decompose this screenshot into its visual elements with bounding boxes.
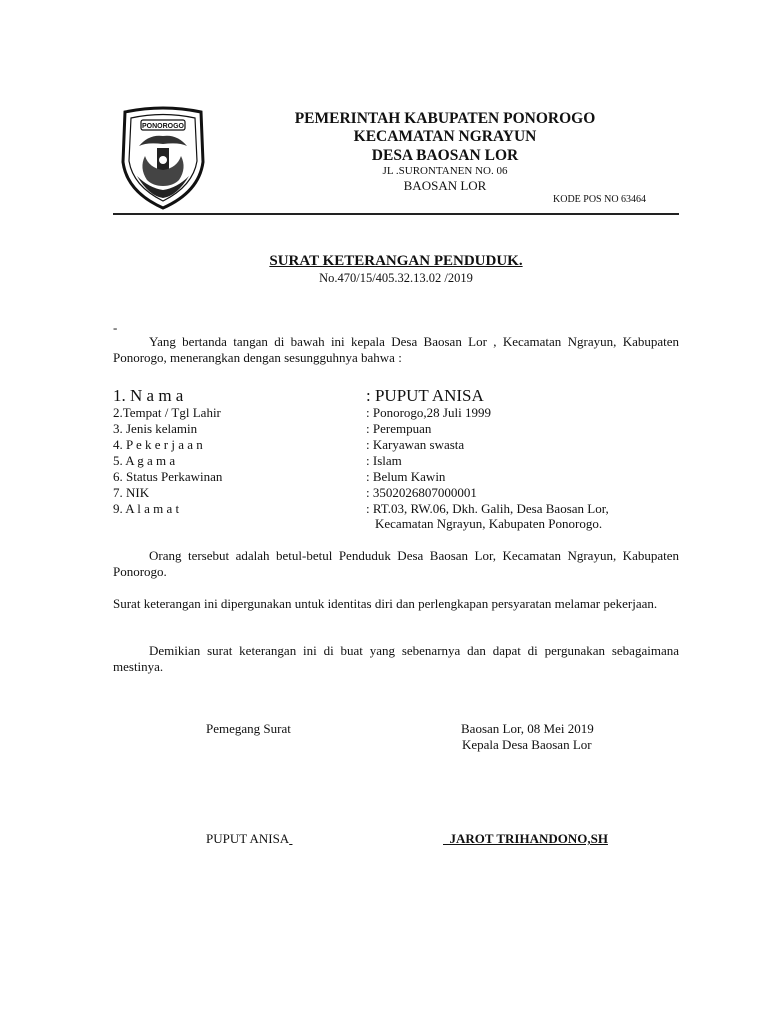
field-label-gender: 3. Jenis kelamin xyxy=(113,421,198,436)
holder-name: PUPUT ANISA xyxy=(206,831,290,846)
dash-mark: - xyxy=(113,320,118,335)
field-value-religion: : Islam xyxy=(366,453,402,468)
field-label-religion: 5. A g a m a xyxy=(113,453,176,468)
field-label-marital: 6. Status Perkawinan xyxy=(113,469,223,484)
header-village: DESA BAOSAN LOR xyxy=(371,147,519,164)
field-value-marital: : Belum Kawin xyxy=(366,469,446,484)
intro-paragraph: Yang bertanda tangan di bawah ini kepala Desa Baosan Lor , Kecamatan Ngrayun, Kabupaten Ponorogo, menerangkan dengan sesungguhnya bahwa : xyxy=(113,334,679,365)
field-value-address-line2: Kecamatan Ngrayun, Kabupaten Ponorogo. xyxy=(375,516,603,531)
field-label-nik: 7. NIK xyxy=(113,485,150,500)
purpose-paragraph: Surat keterangan ini dipergunakan untuk identitas diri dan perlengkapan persyaratan melamar pekerjaan. xyxy=(113,596,658,611)
field-value-gender: : Perempuan xyxy=(366,421,432,436)
field-label-occupation: 4. P e k e r j a a n xyxy=(113,437,203,452)
field-value-birth: : Ponorogo,28 Juli 1999 xyxy=(366,405,491,420)
field-label-name: 1. N a m a xyxy=(113,386,184,405)
header-street: JL .SURONTANEN NO. 06 xyxy=(382,165,508,177)
field-label-address: 9. A l a m a t xyxy=(113,501,180,516)
field-value-occupation: : Karyawan swasta xyxy=(366,437,465,452)
field-value-name: : PUPUT ANISA xyxy=(366,386,484,405)
header-district: KECAMATAN NGRAYUN xyxy=(353,128,537,145)
holder-label: Pemegang Surat xyxy=(206,721,291,736)
header-government: PEMERINTAH KABUPATEN PONOROGO xyxy=(294,110,596,127)
header-village-name: BAOSAN LOR xyxy=(403,178,487,193)
ponorogo-emblem-logo xyxy=(119,106,207,210)
header-divider xyxy=(113,213,679,215)
document-number: No.470/15/405.32.13.02 /2019 xyxy=(319,271,473,285)
field-value-nik: : 3502026807000001 xyxy=(366,485,477,500)
head-name: JAROT TRIHANDONO,SH xyxy=(449,831,608,846)
field-value-address: : RT.03, RW.06, Dkh. Galih, Desa Baosan Lor, xyxy=(366,501,609,516)
resident-paragraph: Orang tersebut adalah betul-betul Penduduk Desa Baosan Lor, Kecamatan Ngrayun, Kabupaten Ponorogo. xyxy=(113,548,679,579)
closing-paragraph: Demikian surat keterangan ini di buat yang sebenarnya dan dapat di pergunakan sebagaimana mestinya. xyxy=(113,643,679,674)
field-label-birth: 2.Tempat / Tgl Lahir xyxy=(113,405,221,420)
place-date: Baosan Lor, 08 Mei 2019 xyxy=(461,721,594,736)
head-title: Kepala Desa Baosan Lor xyxy=(462,737,592,752)
svg-text:PONOROGO: PONOROGO xyxy=(141,123,185,130)
header-postal-code: KODE POS NO 63464 xyxy=(553,194,647,205)
document-title: SURAT KETERANGAN PENDUDUK. xyxy=(269,253,523,269)
